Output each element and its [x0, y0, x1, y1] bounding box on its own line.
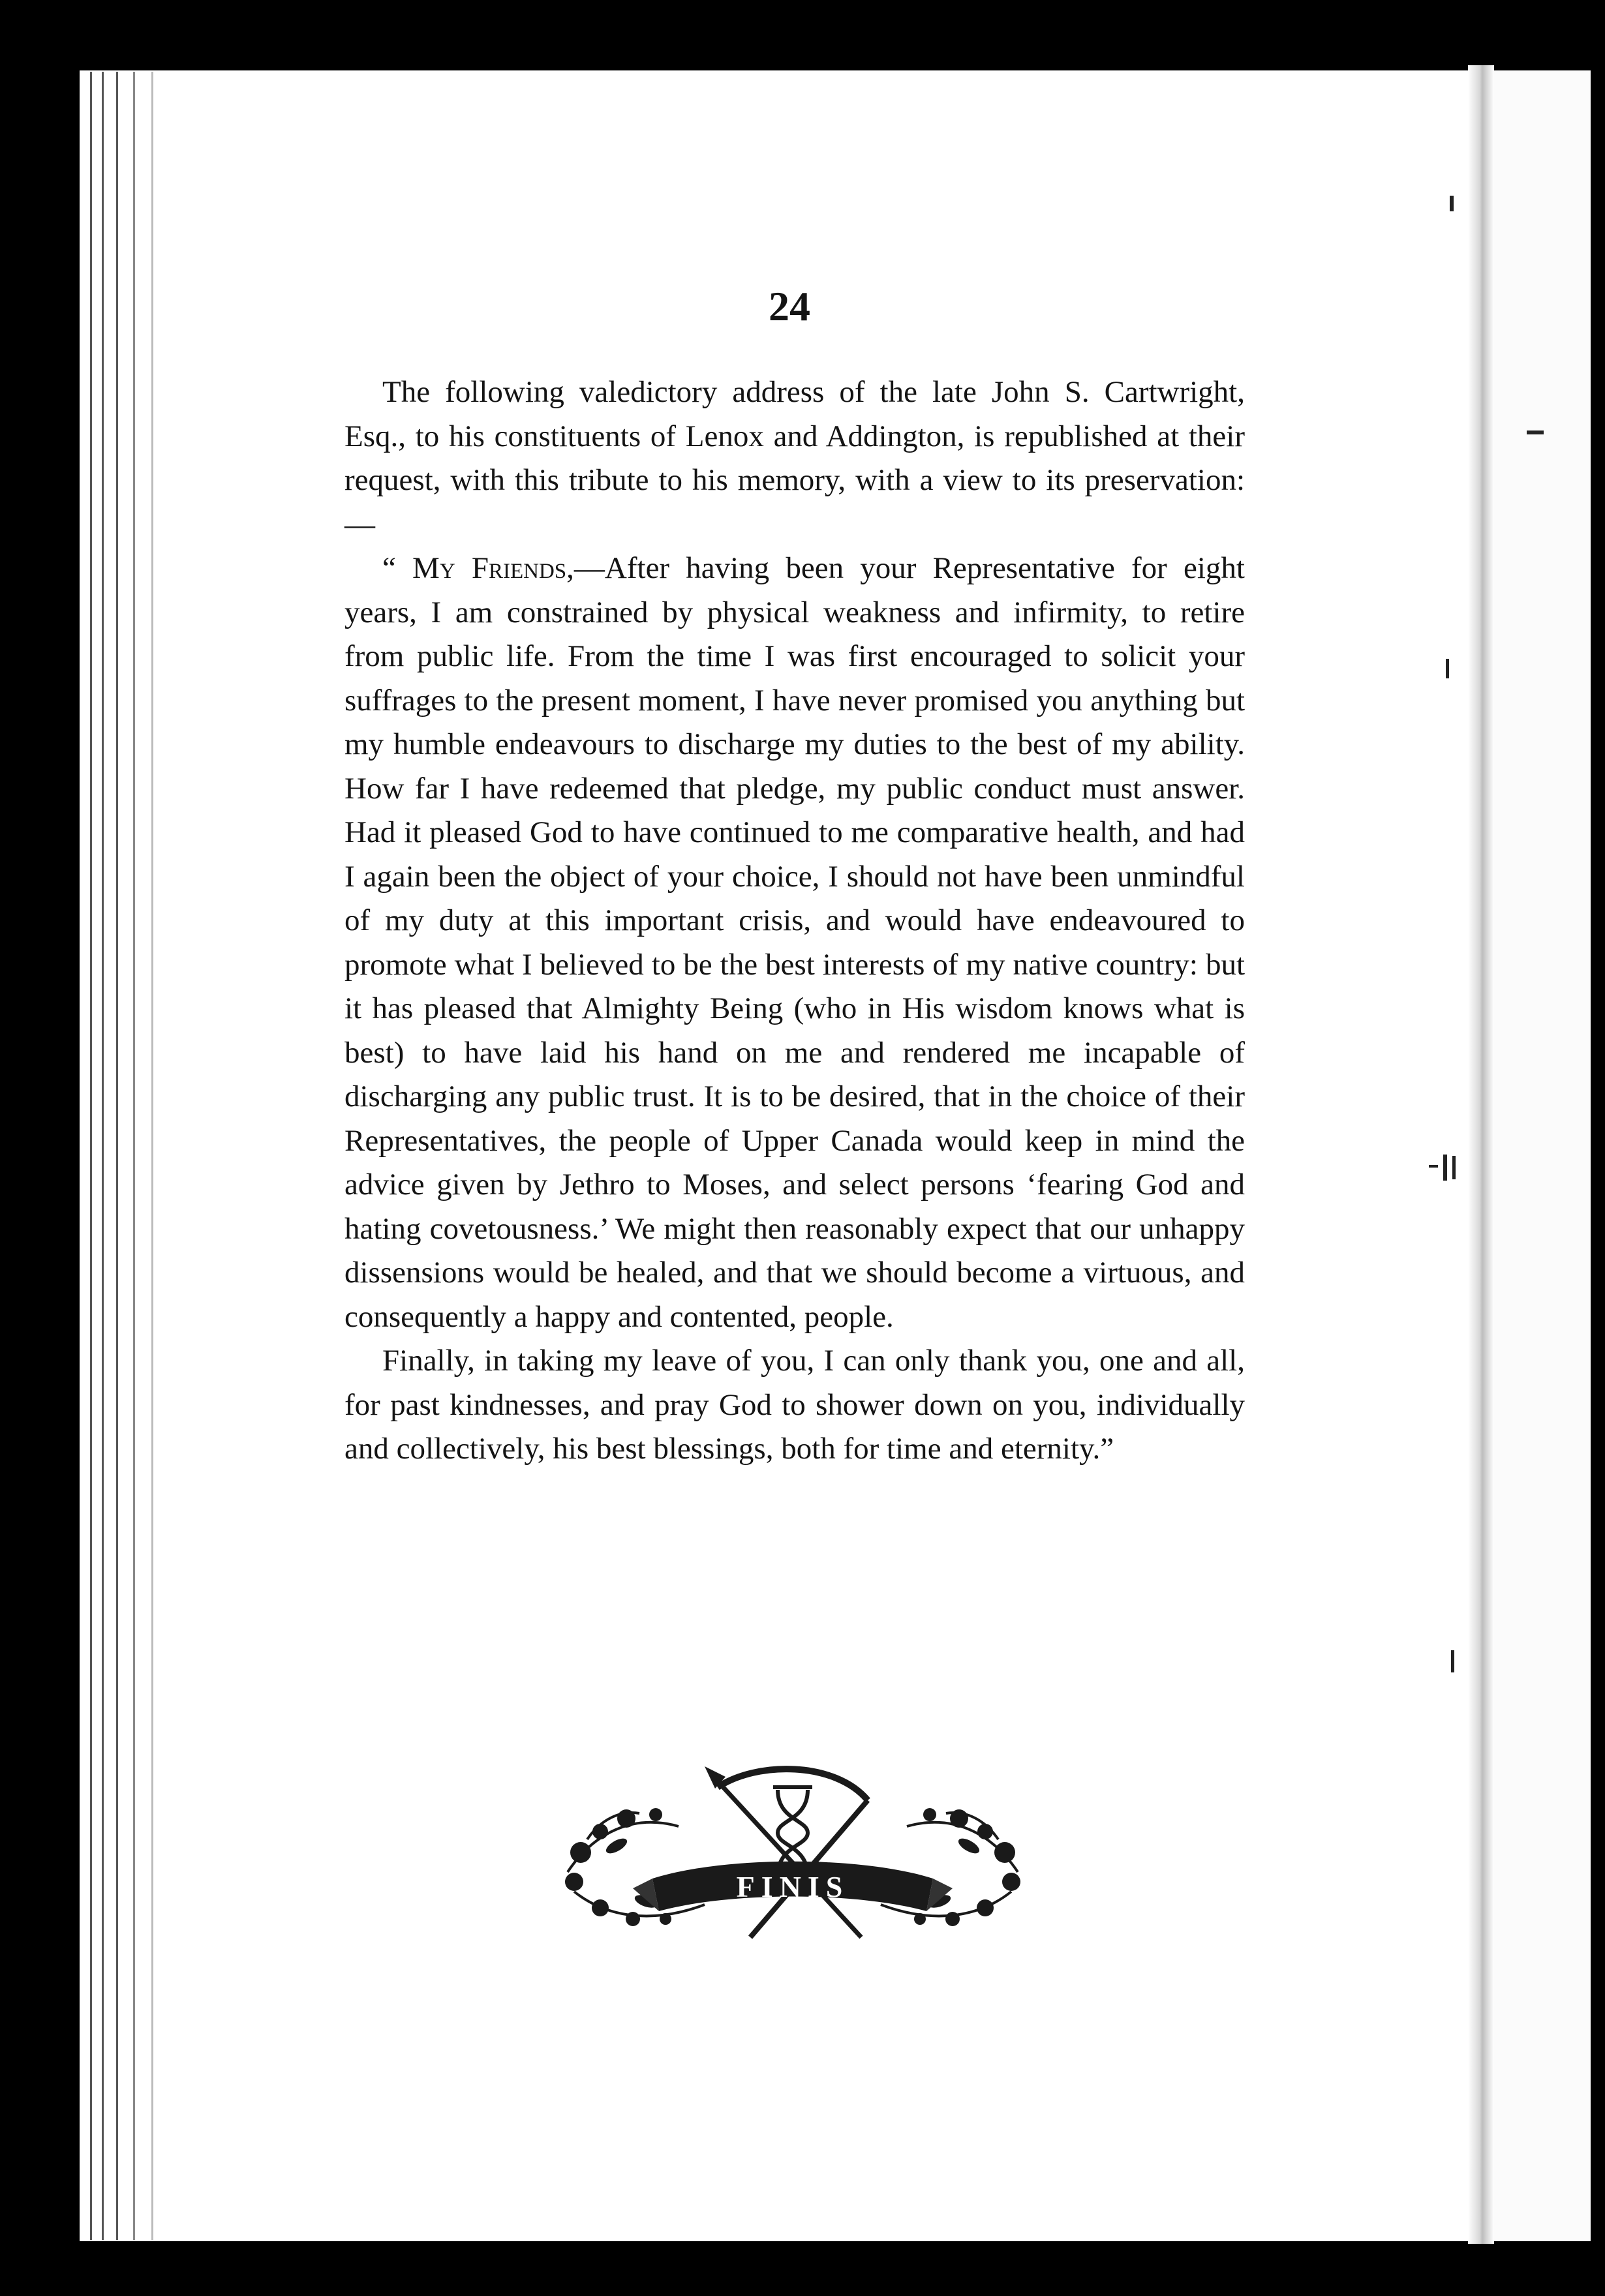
- show-through-mark: [1451, 1650, 1454, 1672]
- scan-border-left: [0, 0, 80, 2296]
- address-body: —After having been your Representative for eight years, I am constrained by physical weakness and infirmity, to retire from public life. From the time I was first encouraged to solicit your suffrages to the present moment, I have never promised you anything but my humble endeavours to discharge my duties to the best of my ability. How far I have redeemed that pledge, my public conduct must answer. Had it pleased God to have continued to me comparative health, and had I again been the object of your choice, I should not have been unmindful of my duty at this important crisis, and would have endeavoured to promote what I believed to be the best interests of my native country: but it has pleased that Almighty Being (who in His wisdom knows what is best) to have laid his hand on me and rendered me incapable of discharging any public trust. It is to be desired, that in the choice of their Representatives, the people of Upper Canada would keep in mind the advice given by Jethro to Moses, and select persons ‘fearing God and hating covetousness.’ We might then reasonably expect that our unhappy dissensions would be healed, and that we should become a virtuous, and consequently a happy and contented, people.: [344, 551, 1245, 1334]
- show-through-mark: [1450, 196, 1454, 211]
- opening-quote: “: [382, 551, 413, 585]
- page-edge: [102, 72, 104, 2240]
- intro-paragraph: The following valedictory address of the late John S. Cartwright, Esq., to his constituents of Lenox and Addington, is republished at their request, with this tribute to his memory, with a view to its preservation:—: [344, 375, 1245, 541]
- show-through-mark: [1446, 659, 1449, 678]
- finis-label: FINIS: [736, 1870, 849, 1903]
- show-through-mark: [1527, 430, 1544, 434]
- page-edge: [151, 72, 153, 2240]
- closing-paragraph: Finally, in taking my leave of you, I can only thank you, one and all, for past kindnesses, and pray God to shower down on you, individually and collectively, his best blessings, both for time and eternity.”: [344, 1344, 1245, 1466]
- finis-ornament-icon: [555, 1748, 1031, 1950]
- scan-border-top: [0, 0, 1605, 70]
- facing-page: [1494, 70, 1591, 2241]
- show-through-mark: [1429, 1165, 1438, 1168]
- page-edge: [116, 72, 118, 2240]
- show-through-mark: [1443, 1155, 1447, 1181]
- page-number: 24: [769, 283, 810, 329]
- show-through-mark: [1452, 1156, 1456, 1179]
- salutation: My Friends,: [412, 551, 574, 585]
- finis-vignette: [555, 1748, 1031, 1950]
- address-paragraph: [344, 547, 1245, 1339]
- scan-border-bottom: [0, 2241, 1605, 2296]
- binding-gutter: [1468, 65, 1494, 2244]
- page-edge: [133, 72, 135, 2240]
- scan-border-right: [1591, 0, 1605, 2296]
- page-text: [344, 370, 1245, 1472]
- page-edge: [90, 72, 92, 2240]
